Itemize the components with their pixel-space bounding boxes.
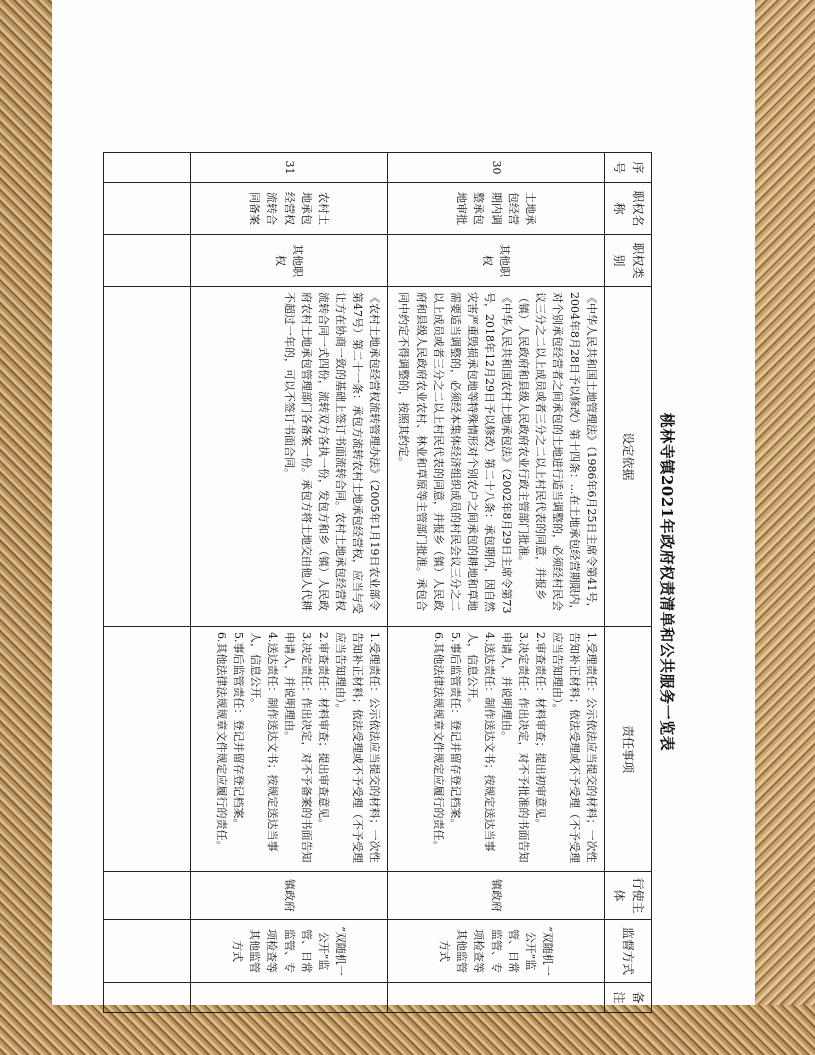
background-border-left: [0, 0, 52, 1055]
table-row: [191, 153, 388, 1013]
row-remark: [388, 983, 605, 1013]
rotated-document: [122, 152, 682, 1012]
row-supervision: “双随机一公开”监管、日常监管、专项检查等其他监管方式: [388, 920, 605, 983]
empty-cell: [104, 872, 191, 920]
duty-item: 5.事后监管责任：登记并留存登记档案。: [448, 632, 462, 830]
duty-item: 2.审查责任：材料审查；提出审查意见。: [316, 632, 330, 830]
row-duty: [191, 627, 388, 872]
basis-paragraph: 《中华人民共和国土地管理法》（1986年6月25日主席令第41号，2004年8月28日予以修改）第十四条：...在土地承包经营期限内，对个别承包经营者之间承包的土地进行适当调整的，必须经村民会议三分之二以上成员或者三分之二以上村民代表的同意，并报乡（镇）人民政府和县级人民政府农业行政主管部门批准。: [516, 292, 598, 616]
header-remark: 备注: [605, 983, 652, 1013]
header-type: 职权类别: [605, 235, 652, 287]
duty-item: 4.送达责任：制作送达文书；按规定送达当事人，信息公开。: [465, 632, 496, 852]
duty-item: 4.送达责任：制作送达文书；按规定送达当事人，信息公开。: [248, 632, 279, 852]
row-remark: [191, 983, 388, 1013]
duty-item: 1.受理责任：公示依法应当提交的材料；一次性告知补正材料；依法受理或不予受理（不予受理应当告知理由）。: [333, 632, 381, 863]
empty-cell: [104, 983, 191, 1013]
duty-item: 5.事后监管责任：登记并留存登记档案。: [231, 632, 245, 830]
empty-cell: [104, 287, 191, 627]
table-row: [388, 153, 605, 1013]
row-supervision: “双随机一公开”监管、日常监管、专项检查等其他监管方式: [191, 920, 388, 983]
duty-item: 2.审查责任：材料审查；提出初审意见。: [533, 632, 547, 830]
empty-cell: [104, 153, 191, 183]
row-name: 土地承包经营期内调整承包地审批: [388, 183, 605, 235]
basis-paragraph: 《农村土地承包经营权流转管理办法》（2005年1月19日农业部令第47号）第二十一条：承包方流转农村土地承包经营权，应当与受让方在协商一致的基础上签订书面流转合同。农村土地承包经营权流转合同一式四份，流转双方各执一份，发包方和乡（镇）人民政府农村土地承包管理部门各备案一份。承包方将土地交由他人代耕不超过一年的，可以不签订书面合同。: [282, 292, 381, 614]
row-name: 农村土地承包经营权流转合同备案: [191, 183, 388, 235]
table-header-row: [605, 153, 652, 1013]
background-border-right: [755, 0, 815, 1055]
header-supervision: 监督方式: [605, 920, 652, 983]
duty-item: 3.决定责任：作出决定，对不予备案的书面告知申请人，并说明理由。: [282, 632, 313, 863]
row-seq: 30: [388, 153, 605, 183]
row-basis: [191, 287, 388, 627]
duty-item: 1.受理责任：公示依法应当提交的材料；一次性告知补正材料；依法受理或不予受理（不予受理应当告知理由）。: [550, 632, 598, 863]
power-list-table: [103, 152, 652, 1013]
row-subject: 镇政府: [191, 872, 388, 920]
duty-item: 6.其他法律法规规章文件规定应履行的责任。: [431, 632, 445, 852]
header-name: 职权名称: [605, 183, 652, 235]
row-type: 其他职权: [388, 235, 605, 287]
header-duty: 责任事项: [605, 627, 652, 872]
row-seq: 31: [191, 153, 388, 183]
header-seq: 序号: [605, 153, 652, 183]
header-basis: 设定依据: [605, 287, 652, 627]
row-duty: [388, 627, 605, 872]
header-subject: 行使主体: [605, 872, 652, 920]
empty-cell: [104, 920, 191, 983]
row-subject: 镇政府: [388, 872, 605, 920]
duty-item: 6.其他法律法规规章文件规定应履行的责任。: [214, 632, 228, 852]
basis-paragraph: 《中华人民共和国农村土地承包法》（2002年8月29日主席令第73号，2018年12月29日予以修改）第二十八条：承包期内，因自然灾害严重毁损承包地等特殊情形对个别农户之间承包的耕地和草地需要适当调整的，必须经本集体经济组织成员的村民会议三分之二以上成员或者三分之二以上村民代表的同意，并报乡（镇）人民政府和县级人民政府农业农村、林业和草原等主管部门批准。承包合同中约定不得调整的，按照其约定。: [397, 292, 513, 614]
row-basis: [388, 287, 605, 627]
document-title: 桃林寺镇2021年政府权责清单和公共服务一览表: [658, 412, 676, 752]
row-type: 其他职权: [191, 235, 388, 287]
table-row-empty: [104, 153, 191, 1013]
empty-cell: [104, 235, 191, 287]
empty-cell: [104, 183, 191, 235]
duty-item: 3.决定责任：作出决定，对不予批准的书面告知申请人，并说明理由。: [499, 632, 530, 863]
empty-cell: [104, 627, 191, 872]
